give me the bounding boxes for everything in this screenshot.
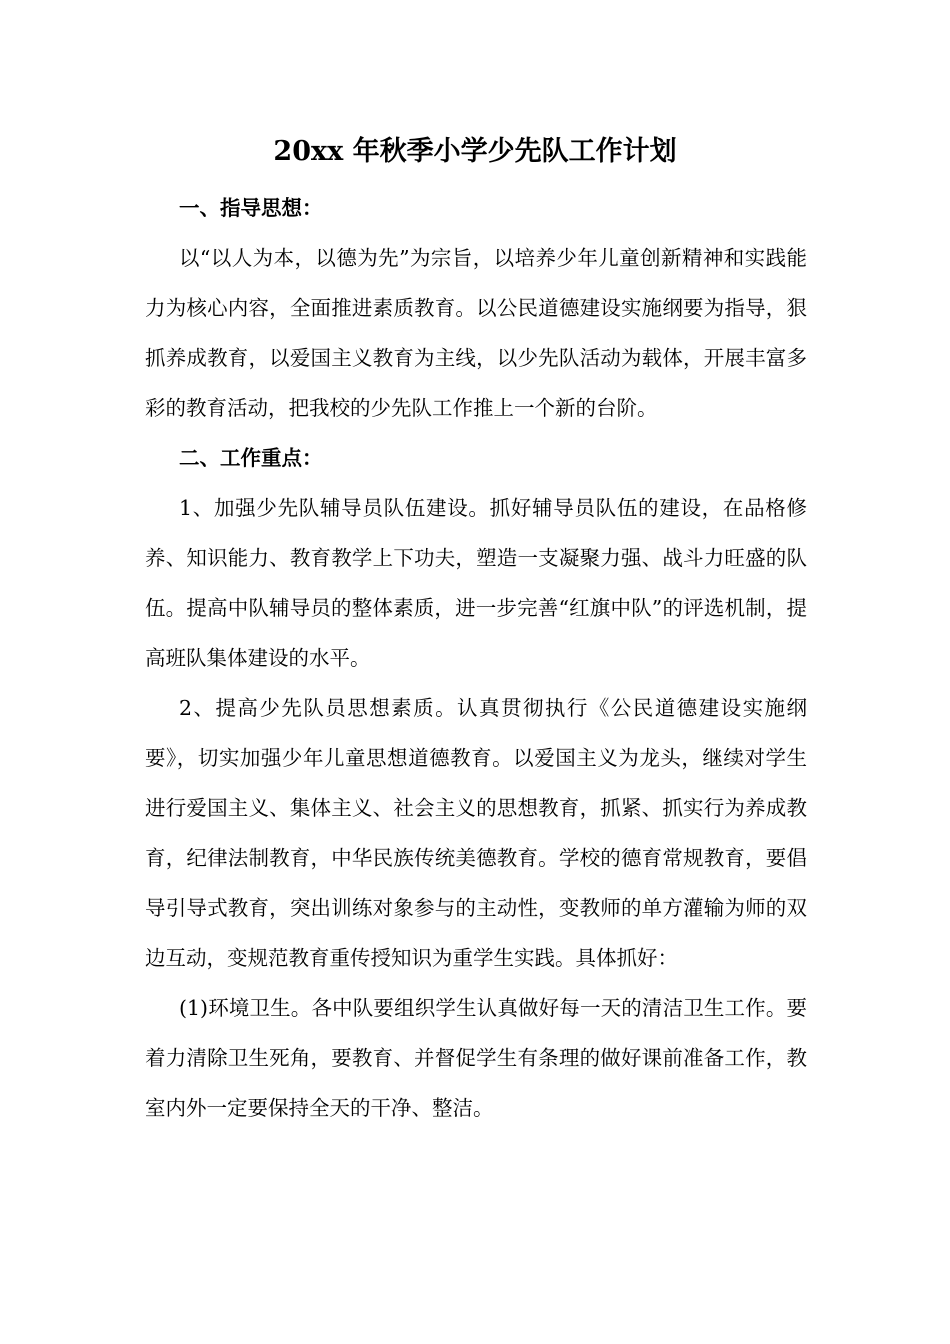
paragraph-counselor-team: 1、加强少先队辅导员队伍建设。抓好辅导员队伍的建设，在品格修养、知识能力、教育教学上下功夫，塑造一支凝聚力强、战斗力旺盛的队伍。提高中队辅导员的整体素质，进一步完善“红旗中队”的评选机制，提高班队集体建设的水平。 bbox=[145, 496, 807, 670]
section-heading-work-focus: 二、工作重点： bbox=[179, 446, 323, 470]
paragraph-environment-hygiene: (1)环境卫生。各中队要组织学生认真做好每一天的清洁卫生工作。要着力清除卫生死角，要教育、并督促学生有条理的做好课前准备工作，教室内外一定要保持全天的干净、整洁。 bbox=[145, 996, 807, 1120]
document-body bbox=[145, 183, 807, 1133]
section-heading-guiding-ideology: 一、指导思想： bbox=[179, 196, 323, 220]
paragraph-ideological-quality: 2、提高少先队员思想素质。认真贯彻执行《公民道德建设实施纲要》，切实加强少年儿童思想道德教育。以爱国主义为龙头，继续对学生进行爱国主义、集体主义、社会主义的思想教育，抓紧、抓实行为养成教育，纪律法制教育，中华民族传统美德教育。学校的德育常规教育，要倡导引导式教育，突出训练对象参与的主动性，变教师的单方灌输为师的双边互动，变规范教育重传授知识为重学生实践。具体抓好： bbox=[145, 696, 807, 970]
paragraph-guiding-ideology: 以“以人为本，以德为先”为宗旨，以培养少年儿童创新精神和实践能力为核心内容，全面推进素质教育。以公民道德建设实施纲要为指导，狠抓养成教育，以爱国主义教育为主线，以少先队活动为载体，开展丰富多彩的教育活动，把我校的少先队工作推上一个新的台阶。 bbox=[145, 246, 807, 420]
document-title: 20xx 年秋季小学少先队工作计划 bbox=[273, 136, 677, 167]
